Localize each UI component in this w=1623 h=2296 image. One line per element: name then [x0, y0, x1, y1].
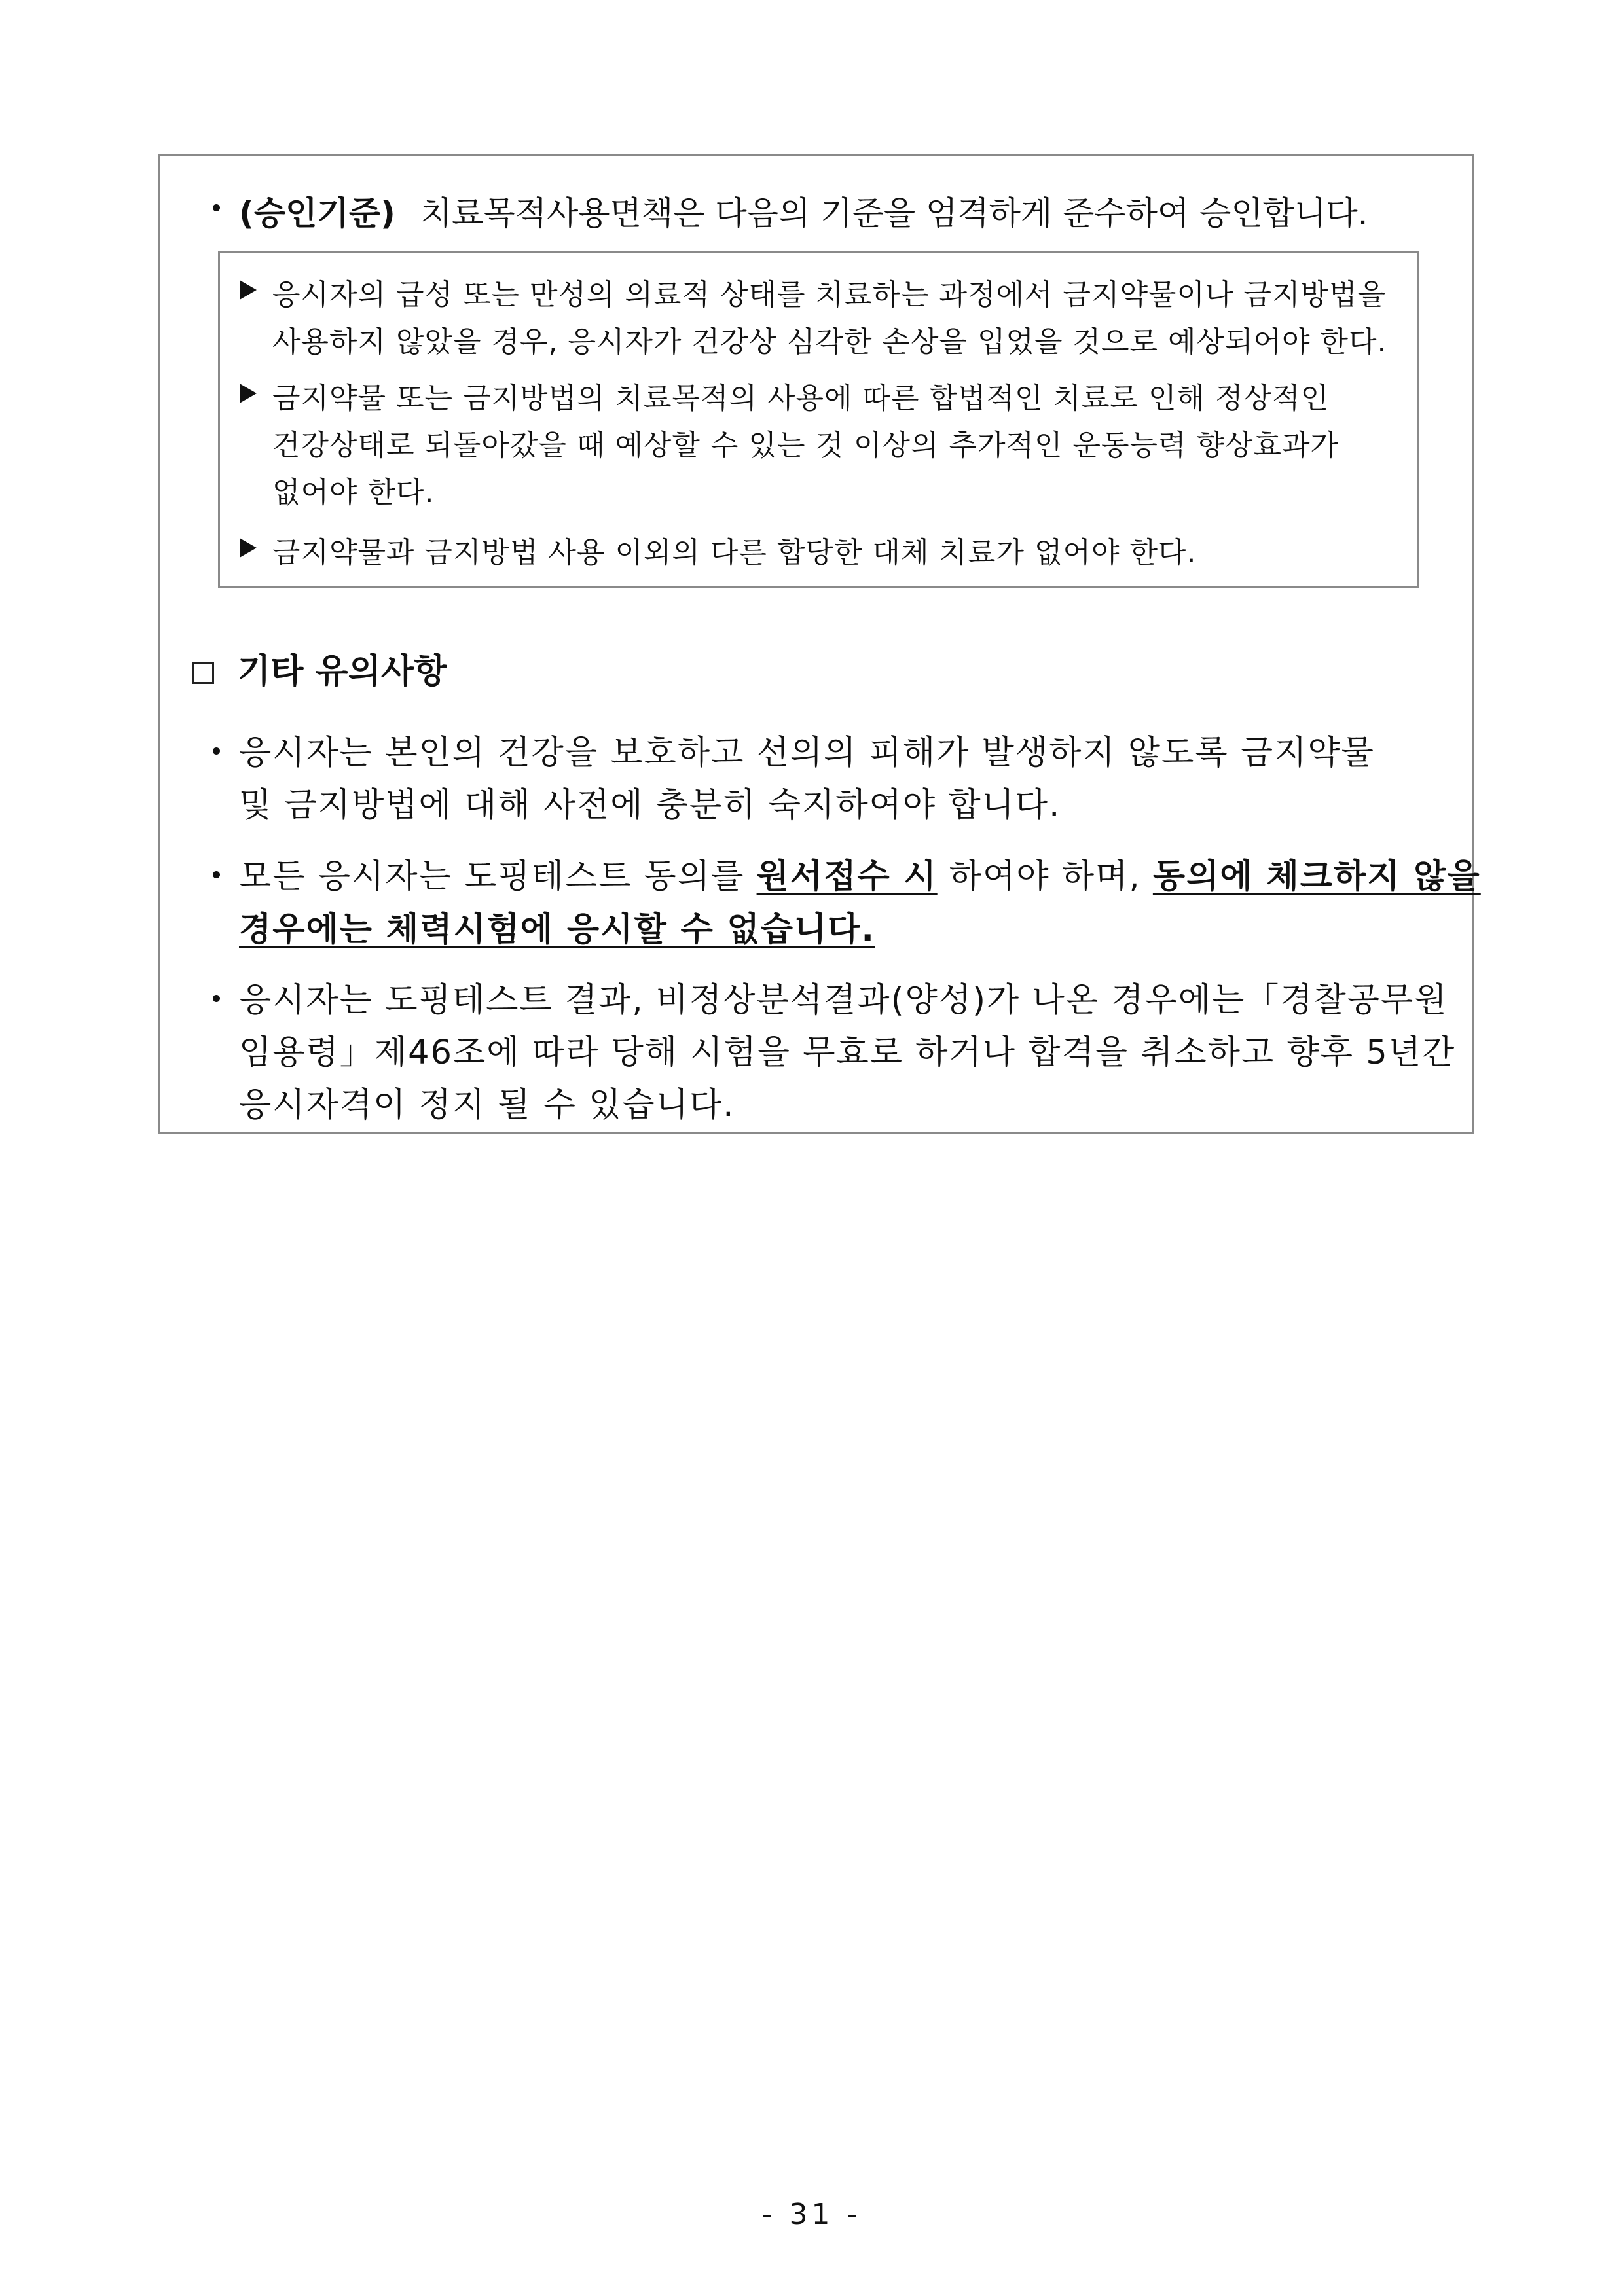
approval-label: (승인기준) [239, 194, 395, 232]
note-2-emphasis-cannot-take: 경우에는 체력시험에 응시할 수 없습니다. [239, 910, 875, 949]
criteria-2-line-1: 금지약물 또는 금지방법의 치료목적의 사용에 따른 합법적인 치료로 인해 정상적인 [272, 382, 1330, 415]
square-bullet-icon [192, 662, 214, 684]
note-1-line-1: 응시자는 본인의 건강을 보호하고 선의의 피해가 발생하지 않도록 금지약물 [239, 734, 1375, 772]
bullet-dot [213, 871, 220, 878]
note-3-line-2: 임용령」제46조에 따라 당해 시험을 무효로 하거나 합격을 취소하고 향후 5년간 [239, 1033, 1456, 1072]
triangle-bullet-icon [240, 384, 257, 403]
content-frame [158, 154, 1481, 1134]
note-2-text-a: 모든 응시자는 도핑테스트 동의를 [239, 857, 757, 896]
notes-title: 기타 유의사항 [238, 652, 447, 691]
approval-text: 치료목적사용면책은 다음의 기준을 엄격하게 준수하여 승인합니다. [420, 194, 1368, 232]
note-3-line-3: 응시자격이 정지 될 수 있습니다. [239, 1086, 735, 1124]
bullet-dot [213, 747, 220, 755]
approval-criteria-line [239, 187, 1368, 234]
criteria-box [218, 251, 1419, 588]
criteria-3-line-1: 금지약물과 금지방법 사용 이외의 다른 합당한 대체 치료가 없어야 한다. [272, 536, 1197, 569]
note-2-emphasis-application: 원서접수 시 [756, 857, 938, 896]
triangle-bullet-icon [240, 280, 257, 300]
note-2-text-c: 하여야 하며, [937, 857, 1153, 896]
note-1-line-2: 및 금지방법에 대해 사전에 충분히 숙지하여야 합니다. [239, 786, 1061, 825]
note-3-line-1: 응시자는 도핑테스트 결과, 비정상분석결과(양성)가 나온 경우에는「경찰공무원 [239, 981, 1448, 1020]
triangle-bullet-icon [240, 538, 257, 558]
note-2-line-2 [239, 902, 875, 950]
bullet-dot [213, 204, 220, 211]
page-number: - 31 - [761, 2198, 862, 2231]
note-2-line-1 [239, 849, 1481, 897]
criteria-2-line-3: 없어야 한다. [272, 476, 435, 509]
criteria-1-line-2: 사용하지 않았을 경우, 응시자가 건강상 심각한 손상을 입었을 것으로 예상되어야 한다. [272, 325, 1387, 359]
bullet-dot [213, 995, 220, 1002]
section-title [192, 643, 447, 692]
note-2-emphasis-consent: 동의에 체크하지 않을 [1152, 857, 1481, 896]
criteria-2-line-2: 건강상태로 되돌아갔을 때 예상할 수 있는 것 이상의 추가적인 운동능력 향상효과가 [272, 429, 1339, 462]
criteria-1-line-1: 응시자의 급성 또는 만성의 의료적 상태를 치료하는 과정에서 금지약물이나 금지방법을 [272, 278, 1387, 312]
